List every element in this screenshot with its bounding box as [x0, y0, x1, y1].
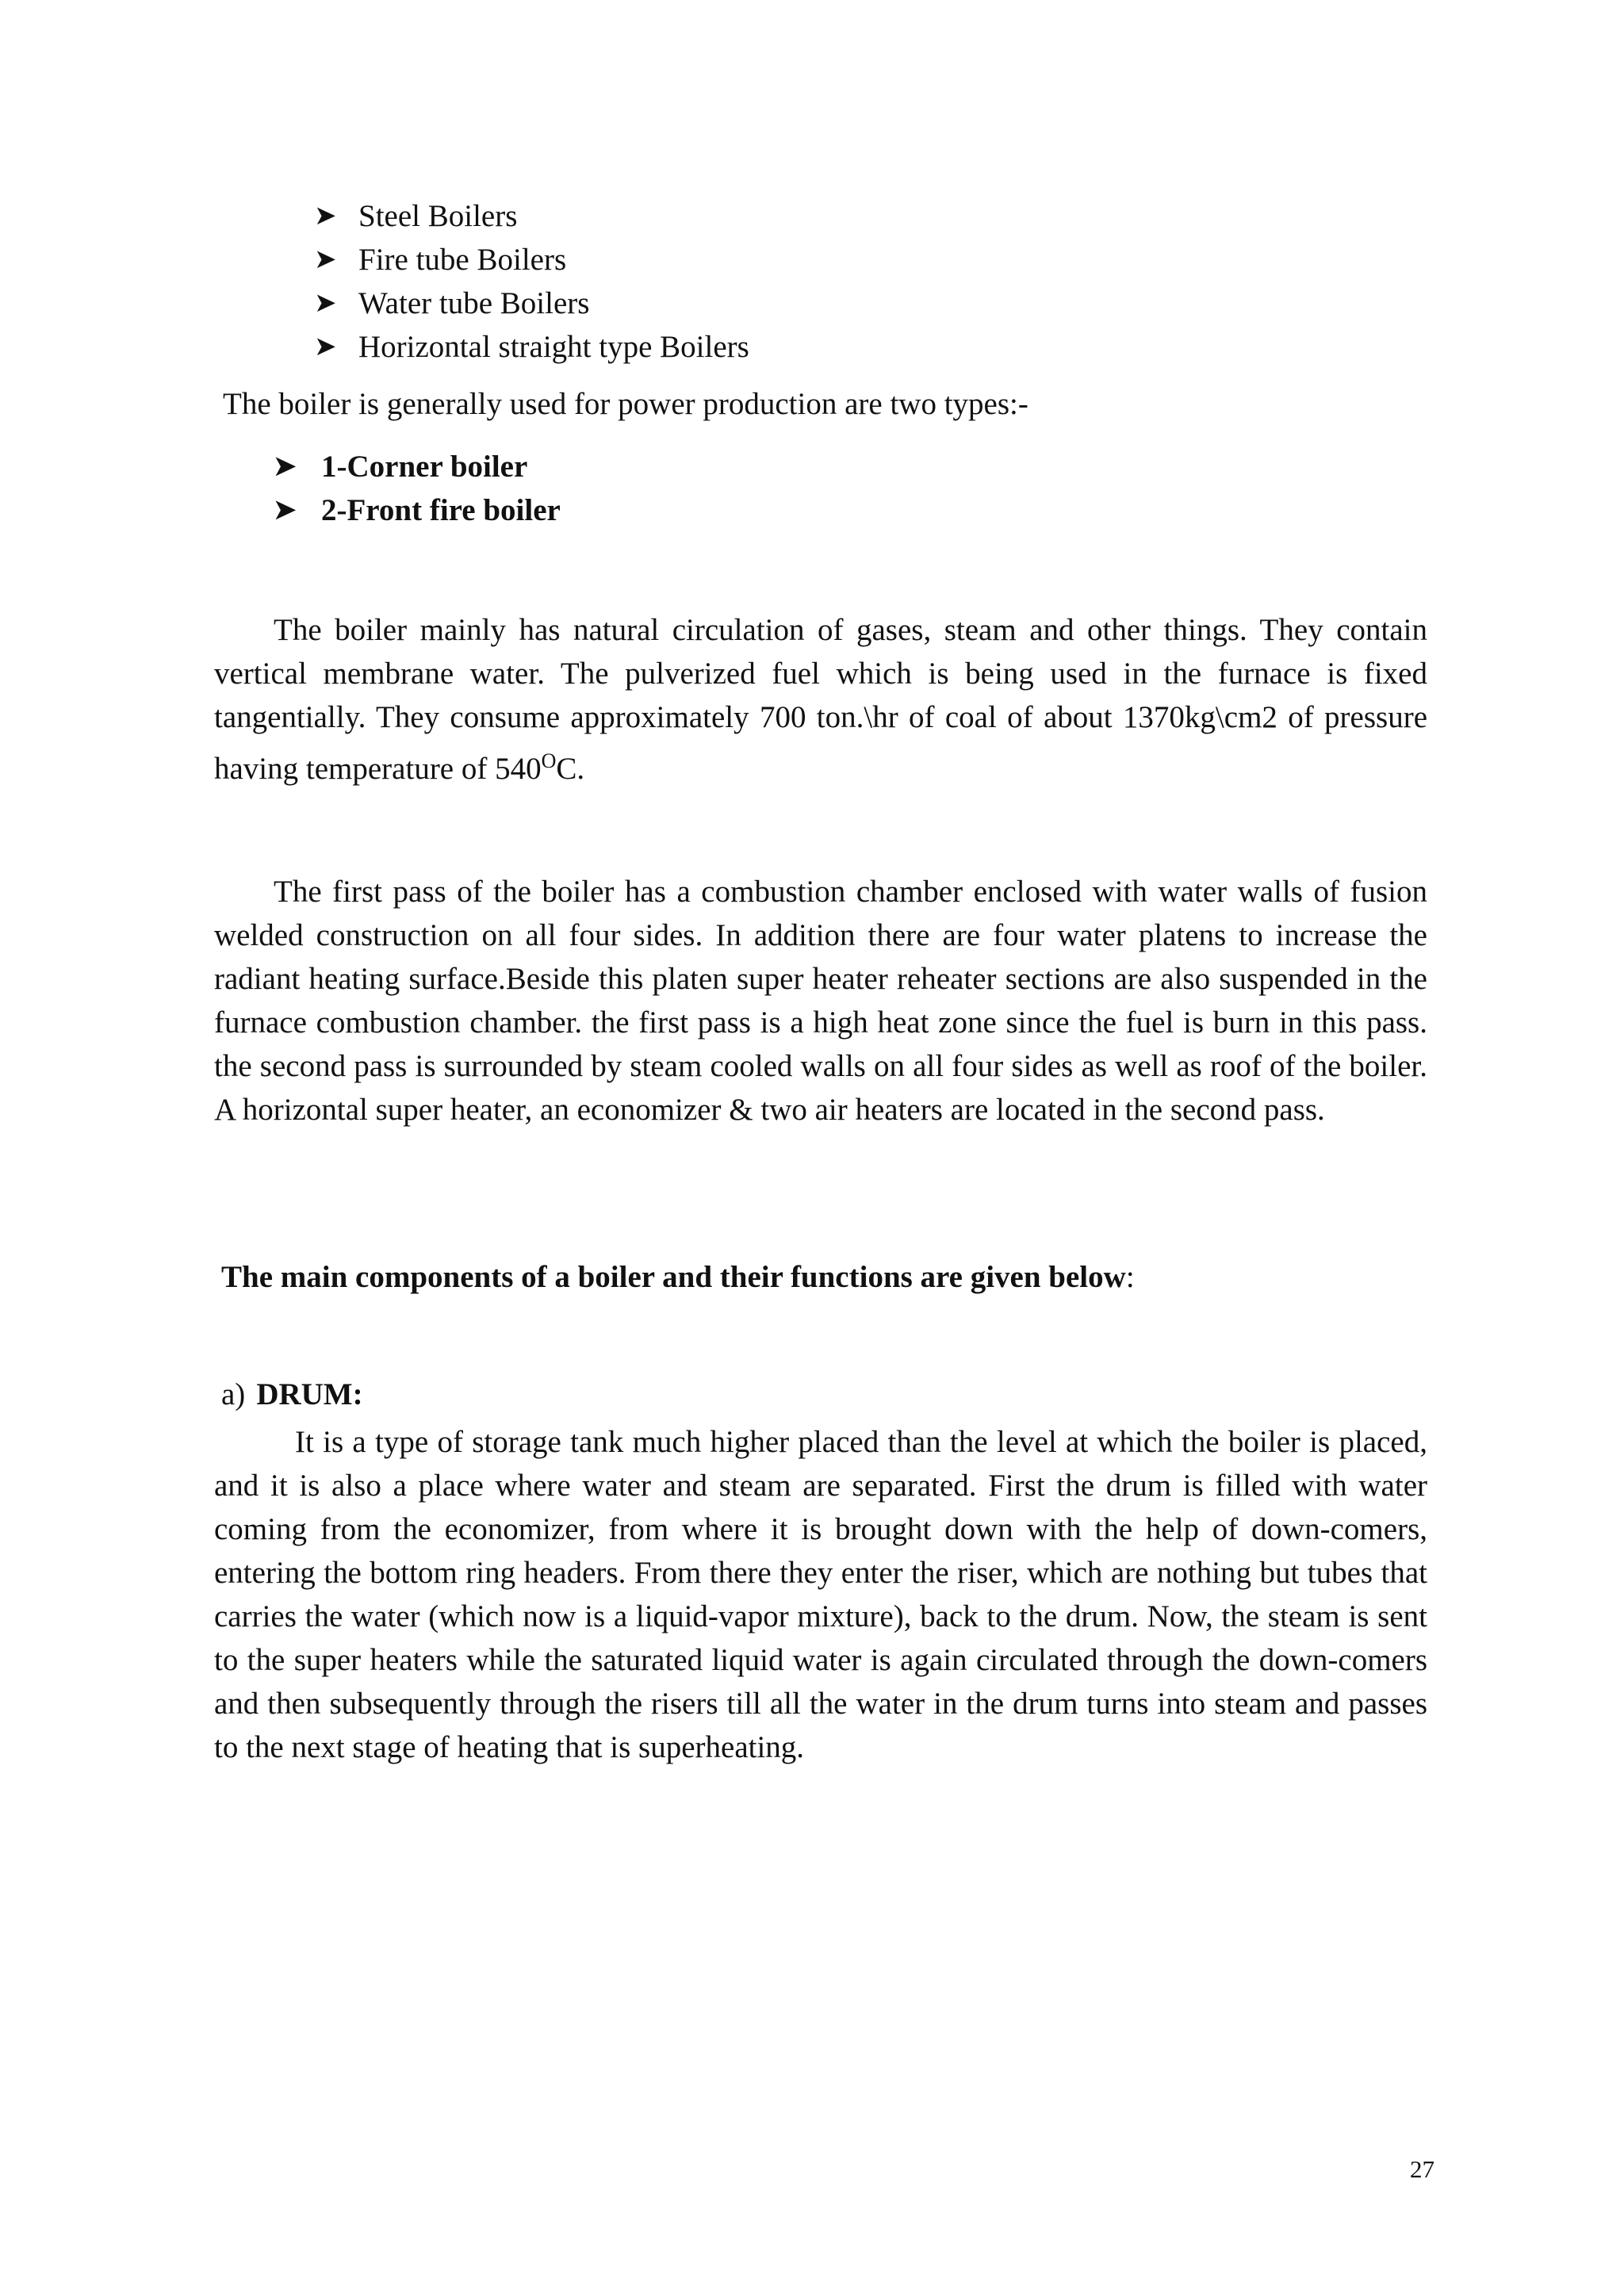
power-boiler-types-list — [274, 445, 561, 532]
list-item: ➤ Fire tube Boilers — [314, 238, 749, 281]
paragraph-circulation: The boiler mainly has natural circulation of gases, steam and other things. They contain vertical membrane water. The pulverized fuel which is being used in the furnace is fixed tangentially. They consume approximately 700 ton.\hr of coal of about 1370kg\cm2 of pressure having temperature of $540^OC$. — [214, 613, 1427, 786]
drum-heading — [221, 1377, 363, 1412]
list-item: ➤ 2-Front fire boiler — [274, 488, 561, 532]
list-item: ➤ 1-Corner boiler — [274, 445, 561, 488]
arrow-bullet-icon: ➤ — [314, 332, 337, 362]
list-item: ➤ Steel Boilers — [314, 194, 749, 238]
paragraph-drum: It is a type of storage tank much higher placed than the level at which the boiler is placed, and it is also a place where water and steam are separated. First the drum is filled with water coming from the economizer, from where it is brought down with the help of down-comers, entering the bottom ring headers. From there they enter the riser, which are nothing but tubes that carries the water (which now is a liquid-vapor mixture), back to the drum. Now, the steam is sent to the super heaters while the saturated liquid water is again circulated through the down-comers and then subsequently through the risers till all the water in the drum turns into steam and passes to the next stage of heating that is superheating. — [214, 1425, 1427, 1764]
drum-label: a) — [221, 1377, 246, 1411]
arrow-bullet-icon: ➤ — [274, 452, 297, 481]
degree-superscript: O — [541, 749, 557, 772]
list-item: ➤ Horizontal straight type Boilers — [314, 325, 749, 369]
arrow-bullet-icon: ➤ — [274, 496, 297, 525]
boiler-types-list — [314, 194, 749, 369]
intro-sentence: The boiler is generally used for power production are two types:- — [223, 387, 1028, 421]
list-item: ➤ Water tube Boilers — [314, 281, 749, 325]
arrow-bullet-icon: ➤ — [314, 289, 337, 318]
page-number: 27 — [1410, 2155, 1434, 2183]
arrow-bullet-icon: ➤ — [314, 201, 337, 231]
paragraph-first-pass: The first pass of the boiler has a combustion chamber enclosed with water walls of fusion welded construction on all four sides. In addition there are four water platens to increase the radiant heating surface.Beside this platen super heater reheater sections are also suspended in the furnace combustion chamber. the first pass is a high heat zone since the fuel is burn in this pass. the second pass is surrounded by steam cooled walls on all four sides as well as roof of the boiler. A horizontal super heater, an economizer & two air heaters are located in the second pass. — [214, 875, 1427, 1127]
drum-title: DRUM: — [256, 1377, 363, 1411]
section-heading: The main components of a boiler and their functions are given below: — [221, 1260, 1135, 1294]
arrow-bullet-icon: ➤ — [314, 245, 337, 274]
